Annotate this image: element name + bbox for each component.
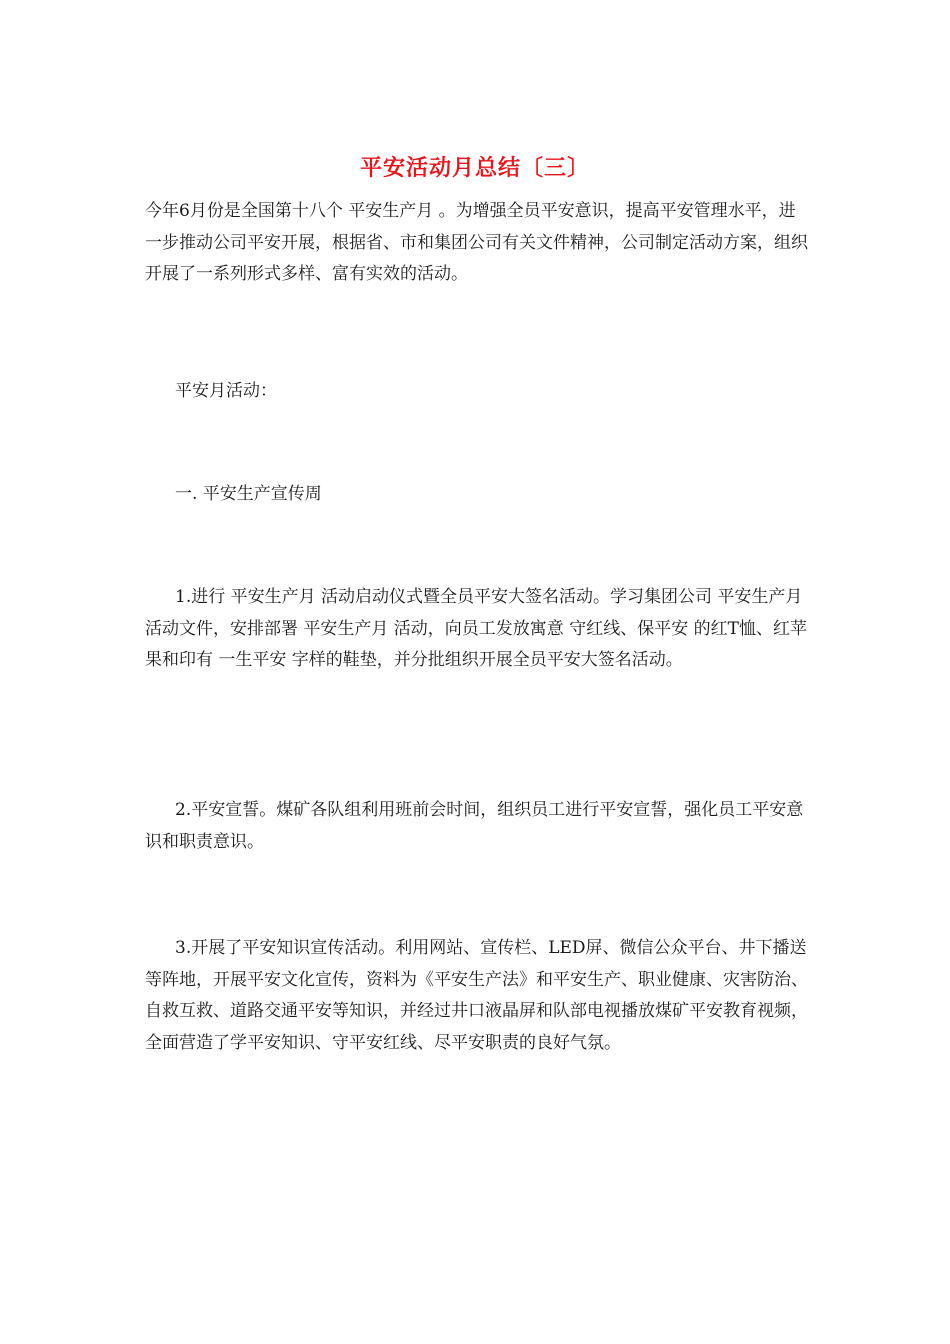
intro-paragraph: 今年6月份是全国第十八个 平安生产月 。为增强全员平安意识，提高平安管理水平，进一步推动公司平安开展，根据省、市和集团公司有关文件精神，公司制定活动方案，组织开展了一系列形式多样、富有实效的活动。 [145, 201, 808, 284]
activities-heading: 平安月活动： [175, 381, 277, 401]
list-item: 3.开展了平安知识宣传活动。利用网站、宣传栏、LED屏、微信公众平台、井下播送等阵地，开展平安文化宣传，资料为《平安生产法》和平安生产、职业健康、灾害防治、自救互救、道路交通平安等知识，并经过井口液晶屏和队部电视播放煤矿平安教育视频，全面营造了学平安知识、守平安红线、尽平安职责的良好气氛。 [145, 938, 808, 1053]
list-item: 1.进行 平安生产月 活动启动仪式暨全员平安大签名活动。学习集团公司 平安生产月 活动文件，安排部署 平安生产月 活动，向员工发放寓意 守红线、保平安 的红T恤、红苹果和印有 一生平安 字样的鞋垫，并分批组织开展全员平安大签名活动。 [145, 587, 807, 670]
list-item: 2.平安宣誓。煤矿各队组利用班前会时间，组织员工进行平安宣誓，强化员工平安意识和职责意识。 [145, 800, 804, 852]
section-title: 一. 平安生产宣传周 [175, 484, 322, 504]
document-title: 平安活动月总结〔三〕 [359, 155, 590, 181]
